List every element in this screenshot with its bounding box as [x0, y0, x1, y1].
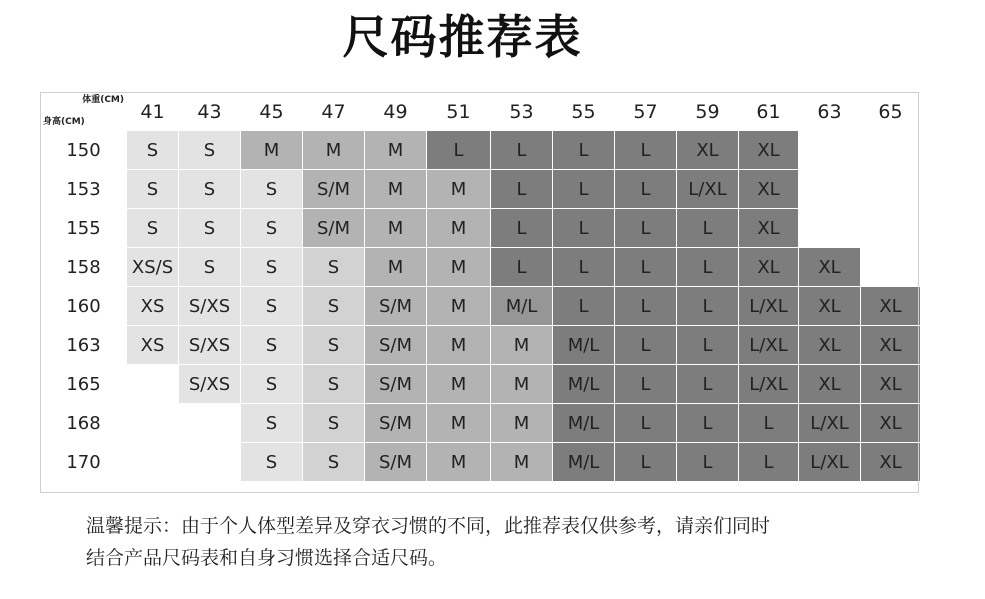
- size-cell: L: [427, 131, 491, 170]
- size-cell: S/M: [365, 404, 427, 443]
- weight-header: 53: [491, 93, 553, 131]
- size-cell: L: [553, 248, 615, 287]
- size-cell: M: [427, 404, 491, 443]
- size-cell: [861, 209, 921, 248]
- tip-note: [86, 510, 906, 574]
- size-cell: L: [677, 287, 739, 326]
- size-cell: S: [127, 170, 179, 209]
- size-cell: XL: [861, 326, 921, 365]
- table-corner-cell: [41, 93, 127, 131]
- size-cell: L: [615, 287, 677, 326]
- size-cell: L: [615, 209, 677, 248]
- size-cell: M: [427, 443, 491, 482]
- size-cell: S: [241, 326, 303, 365]
- size-cell: L/XL: [739, 365, 799, 404]
- size-cell: M: [427, 248, 491, 287]
- size-cell: XL: [799, 326, 861, 365]
- size-cell: S: [241, 248, 303, 287]
- size-cell: L/XL: [739, 326, 799, 365]
- size-cell: XL: [739, 209, 799, 248]
- size-cell: S: [179, 170, 241, 209]
- size-cell: L: [739, 404, 799, 443]
- size-cell: L: [677, 248, 739, 287]
- size-cell: S: [303, 443, 365, 482]
- size-cell: XL: [739, 248, 799, 287]
- size-cell: M: [491, 326, 553, 365]
- size-cell: [179, 443, 241, 482]
- weight-header-row: [41, 93, 921, 131]
- table-row: [41, 170, 921, 209]
- size-cell: [127, 365, 179, 404]
- size-cell: L: [677, 404, 739, 443]
- size-cell: XS/S: [127, 248, 179, 287]
- height-header: 160: [41, 287, 127, 326]
- page-title: 尺码推荐表: [342, 10, 583, 64]
- size-cell: XL: [677, 131, 739, 170]
- size-table-body: [41, 131, 921, 482]
- size-cell: [127, 443, 179, 482]
- table-row: [41, 248, 921, 287]
- size-cell: S: [303, 287, 365, 326]
- size-cell: L: [615, 404, 677, 443]
- size-cell: XL: [799, 287, 861, 326]
- size-cell: S/M: [365, 365, 427, 404]
- size-cell: S/M: [365, 287, 427, 326]
- size-cell: S: [179, 248, 241, 287]
- size-cell: XL: [861, 365, 921, 404]
- height-header: 158: [41, 248, 127, 287]
- size-cell: S: [179, 209, 241, 248]
- size-cell: XS: [127, 287, 179, 326]
- size-cell: S: [127, 131, 179, 170]
- table-row: [41, 404, 921, 443]
- size-cell: M: [365, 170, 427, 209]
- size-cell: M: [427, 170, 491, 209]
- size-cell: [799, 209, 861, 248]
- size-cell: XL: [861, 404, 921, 443]
- size-cell: XL: [799, 365, 861, 404]
- table-row: [41, 443, 921, 482]
- size-cell: S: [241, 365, 303, 404]
- size-cell: L: [677, 365, 739, 404]
- height-header: 170: [41, 443, 127, 482]
- size-cell: S: [241, 287, 303, 326]
- table-row: [41, 131, 921, 170]
- size-cell: M/L: [491, 287, 553, 326]
- tip-line-2: 结合产品尺码表和自身习惯选择合适尺码。: [86, 547, 448, 569]
- size-cell: L: [553, 287, 615, 326]
- size-cell: L: [615, 443, 677, 482]
- size-cell: S/M: [365, 326, 427, 365]
- size-cell: L: [491, 170, 553, 209]
- height-header: 155: [41, 209, 127, 248]
- weight-header: 63: [799, 93, 861, 131]
- weight-header: 61: [739, 93, 799, 131]
- size-cell: XL: [739, 131, 799, 170]
- size-cell: S: [241, 209, 303, 248]
- size-cell: [861, 131, 921, 170]
- table-row: [41, 287, 921, 326]
- weight-header: 47: [303, 93, 365, 131]
- tip-line-1: 温馨提示：由于个人体型差异及穿衣习惯的不同，此推荐表仅供参考，请亲们同时: [86, 515, 771, 537]
- size-cell: L: [677, 326, 739, 365]
- size-cell: XL: [799, 248, 861, 287]
- size-cell: L: [553, 131, 615, 170]
- size-cell: M: [427, 209, 491, 248]
- size-cell: L: [615, 248, 677, 287]
- weight-header: 55: [553, 93, 615, 131]
- size-cell: L/XL: [677, 170, 739, 209]
- size-cell: L: [491, 131, 553, 170]
- size-cell: [861, 248, 921, 287]
- size-cell: M: [491, 365, 553, 404]
- weight-axis-label: 体重(CM): [82, 95, 124, 105]
- size-cell: S/XS: [179, 326, 241, 365]
- size-cell: S/M: [303, 170, 365, 209]
- height-header: 150: [41, 131, 127, 170]
- size-cell: M: [491, 443, 553, 482]
- height-axis-label: 身高(CM): [43, 117, 85, 127]
- size-cell: M: [427, 365, 491, 404]
- weight-header: 49: [365, 93, 427, 131]
- table-row: [41, 326, 921, 365]
- size-cell: S: [303, 326, 365, 365]
- size-cell: M: [303, 131, 365, 170]
- size-cell: S/XS: [179, 287, 241, 326]
- size-cell: L/XL: [799, 404, 861, 443]
- table-row: [41, 365, 921, 404]
- size-cell: S: [303, 404, 365, 443]
- size-cell: S/M: [365, 443, 427, 482]
- size-cell: M: [427, 326, 491, 365]
- size-cell: L: [677, 209, 739, 248]
- table-row: [41, 209, 921, 248]
- size-cell: [799, 170, 861, 209]
- size-cell: M: [365, 209, 427, 248]
- height-header: 168: [41, 404, 127, 443]
- size-cell: S/M: [303, 209, 365, 248]
- height-header: 163: [41, 326, 127, 365]
- size-cell: L: [615, 365, 677, 404]
- size-cell: L: [739, 443, 799, 482]
- size-cell: L: [615, 131, 677, 170]
- size-cell: S: [241, 404, 303, 443]
- size-cell: S: [241, 443, 303, 482]
- weight-header: 41: [127, 93, 179, 131]
- size-cell: [127, 404, 179, 443]
- size-cell: M/L: [553, 365, 615, 404]
- size-cell: XL: [861, 443, 921, 482]
- size-cell: [179, 404, 241, 443]
- size-cell: M/L: [553, 404, 615, 443]
- size-cell: XS: [127, 326, 179, 365]
- size-cell: S: [127, 209, 179, 248]
- size-cell: [861, 170, 921, 209]
- size-cell: [799, 131, 861, 170]
- weight-header: 59: [677, 93, 739, 131]
- size-cell: XL: [739, 170, 799, 209]
- size-cell: L: [677, 443, 739, 482]
- size-cell: M/L: [553, 326, 615, 365]
- size-cell: S/XS: [179, 365, 241, 404]
- size-recommendation-table: [40, 92, 921, 482]
- weight-header: 65: [861, 93, 921, 131]
- size-cell: M: [365, 248, 427, 287]
- weight-header: 43: [179, 93, 241, 131]
- size-cell: L/XL: [739, 287, 799, 326]
- size-cell: L: [553, 209, 615, 248]
- height-header: 165: [41, 365, 127, 404]
- size-cell: L/XL: [799, 443, 861, 482]
- size-cell: M: [241, 131, 303, 170]
- size-cell: S: [303, 248, 365, 287]
- size-cell: L: [491, 209, 553, 248]
- weight-header: 45: [241, 93, 303, 131]
- size-cell: L: [553, 170, 615, 209]
- height-header: 153: [41, 170, 127, 209]
- size-cell: M: [491, 404, 553, 443]
- size-cell: XL: [861, 287, 921, 326]
- size-cell: M/L: [553, 443, 615, 482]
- weight-header: 57: [615, 93, 677, 131]
- size-cell: L: [615, 326, 677, 365]
- size-cell: M: [365, 131, 427, 170]
- size-cell: S: [303, 365, 365, 404]
- weight-header: 51: [427, 93, 491, 131]
- size-cell: M: [427, 287, 491, 326]
- size-cell: L: [615, 170, 677, 209]
- size-cell: S: [179, 131, 241, 170]
- size-cell: S: [241, 170, 303, 209]
- size-cell: L: [491, 248, 553, 287]
